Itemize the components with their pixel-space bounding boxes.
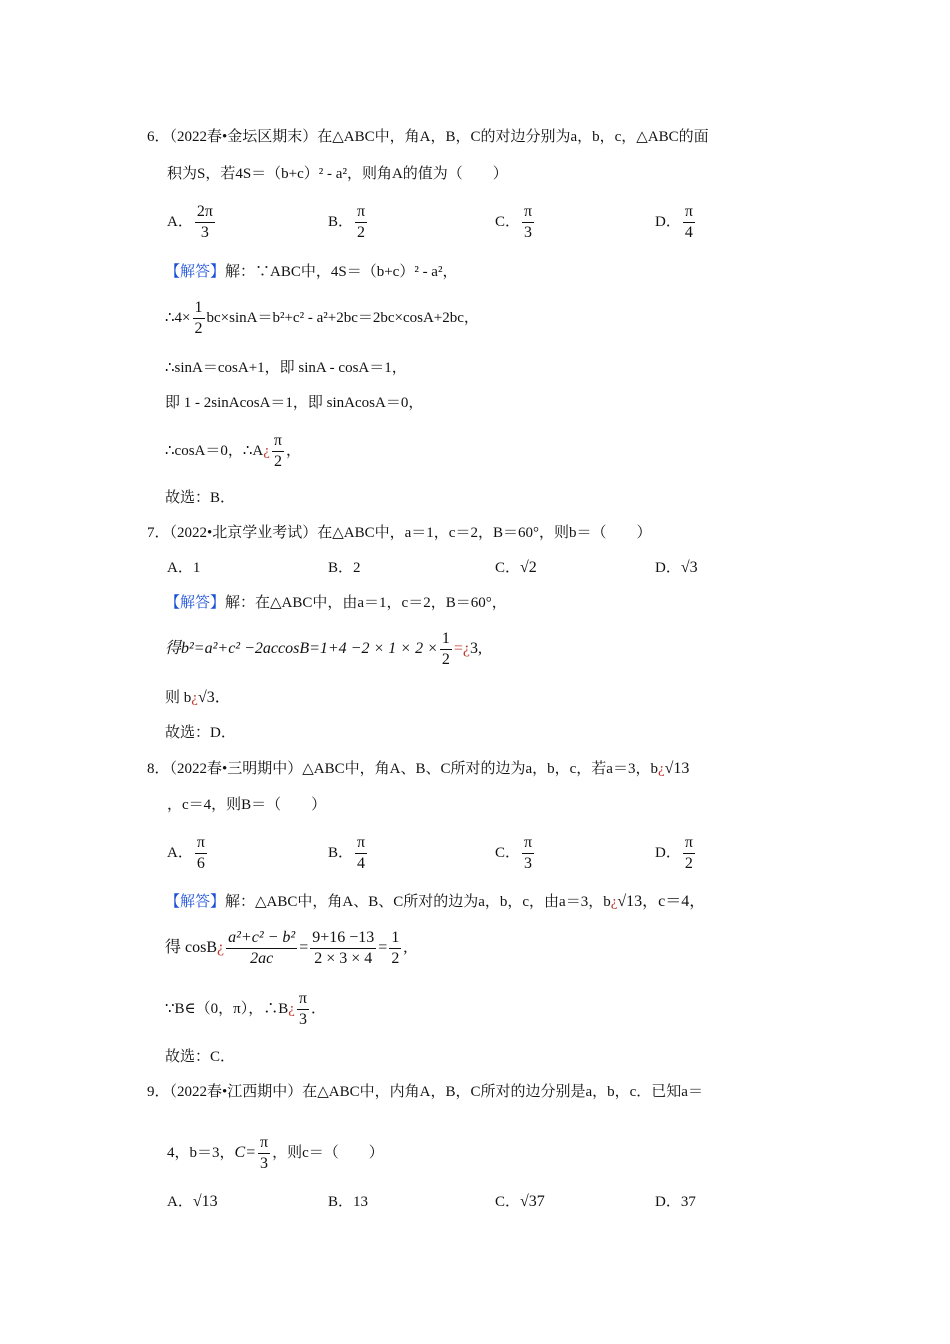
q7-answer-line2: 得b²=a²+c² −2accosB=1+4 −2 × 1 × 2 × $\frac{1}{2}$ =¿3, — [165, 630, 482, 668]
answer-tag: 【解答】 — [165, 595, 226, 611]
q8-choice: 故选：C． — [165, 1049, 236, 1065]
q9-option-a[interactable]: A．√13 — [167, 1193, 218, 1210]
q6-answer-line1: 【解答】解：∵ABC中，4S＝（b+c）² - a²， — [165, 264, 458, 280]
q7-stem-line1: 7．（2022•北京学业考试）在△ABC中，a＝1，c＝2，B＝60°，则b＝（ ） — [147, 525, 652, 541]
q9-option-c[interactable]: C．√37 — [495, 1193, 545, 1210]
q9-option-b[interactable]: B．13 — [328, 1194, 369, 1210]
q7-answer-line3: 则 b¿√3． — [165, 689, 231, 706]
q9-option-d[interactable]: D．37 — [655, 1194, 696, 1210]
q6-option-b[interactable]: B． $\frac{\pi}{2}$ — [328, 203, 366, 241]
q6-stem-line2: 积为S，若4S＝（b+c）² - a²，则角A的值为（ ） — [167, 166, 508, 182]
q8-answer-line3: ∵B∈（0，π），∴B¿ $\frac{\pi}{3}$ ． — [165, 990, 326, 1028]
q8-answer-line1: 【解答】解：△ABC中，角A、B、C所对的边为a，b，c，由a＝3，b¿√13，c＝4， — [165, 893, 706, 910]
q7-option-d[interactable]: D．√3 — [655, 559, 698, 576]
q6-answer-line3: ∴sinA＝cosA+1，即 sinA - cosA＝1， — [165, 360, 407, 376]
q8-option-d[interactable]: D． $\frac{\pi}{2}$ — [655, 834, 693, 872]
q7-option-b[interactable]: B．2 — [328, 560, 361, 576]
q6-answer-line5: ∴cosA＝0，∴A¿ $\frac{\pi}{2}$ ， — [165, 432, 302, 470]
q8-option-b[interactable]: B． $\frac{\pi}{4}$ — [328, 834, 366, 872]
q6-answer-line2: ∴4× $\frac{1}{2}$ bc×sinA＝b²+c² - a²+2bc＝2bc×cosA+2bc， — [165, 299, 479, 337]
q6-option-a[interactable]: A． $\frac{2\pi}{3}$ — [167, 203, 213, 241]
q8-stem-line1: 8．（2022春•三明期中）△ABC中，角A、B、C所对的边为a，b，c，若a＝3，b¿√13 — [147, 760, 690, 777]
q6-choice: 故选：B． — [165, 490, 236, 506]
q9-stem-line2: 4，b＝3，C= $\frac{\pi}{3}$ ，则c＝（ ） — [167, 1134, 384, 1172]
q8-option-a[interactable]: A． $\frac{\pi}{6}$ — [167, 834, 205, 872]
q6-option-c[interactable]: C． $\frac{\pi}{3}$ — [495, 203, 533, 241]
q8-option-c[interactable]: C． $\frac{\pi}{3}$ — [495, 834, 533, 872]
q8-stem-line2: ，c＝4，则B＝（ ） — [167, 797, 327, 813]
q8-answer-line2: 得 cosB¿ $\frac{\text{a²+c² − b²}}{2ac}$ = $\frac{9+16 -13}{2 \times 3 \times 4}$ = $\frac{1}{2}$ , — [165, 929, 408, 967]
q6-option-d[interactable]: D． $\frac{\pi}{4}$ — [655, 203, 693, 241]
q6-stem-line1: 6．（2022春•金坛区期末）在△ABC中，角A，B，C的对边分别为a，b，c，△ABC的面 — [147, 129, 709, 145]
answer-tag: 【解答】 — [165, 894, 226, 910]
q6-answer-line4: 即 1 - 2sinAcosA＝1，即 sinAcosA＝0， — [165, 395, 424, 411]
answer-tag: 【解答】 — [165, 264, 226, 280]
q7-option-a[interactable]: A．1 — [167, 560, 201, 576]
q9-stem-line1: 9．（2022春•江西期中）在△ABC中，内角A，B，C所对的边分别是a，b，c．已知a＝ — [147, 1084, 703, 1100]
q7-choice: 故选：D． — [165, 725, 236, 741]
q7-answer-line1: 【解答】解：在△ABC中，由a＝1，c＝2，B＝60°， — [165, 595, 507, 611]
q7-option-c[interactable]: C．√2 — [495, 559, 537, 576]
